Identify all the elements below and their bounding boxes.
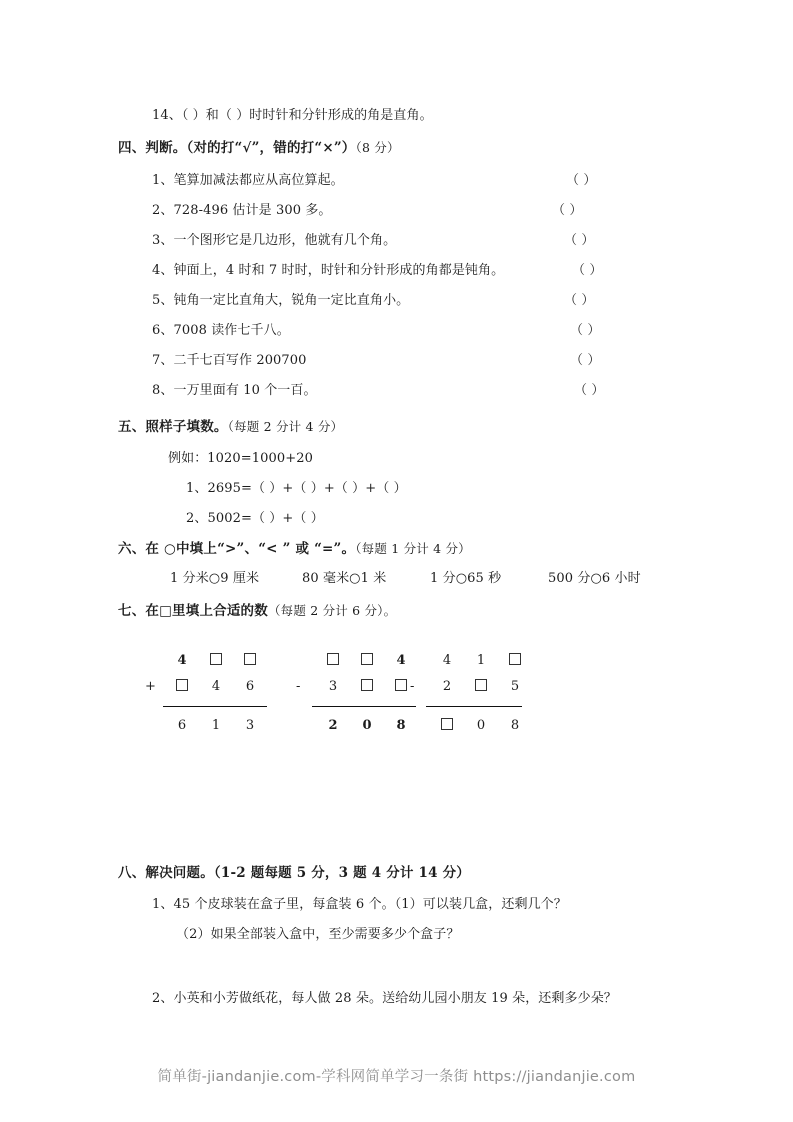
digit-cell[interactable]: 0: [476, 717, 486, 733]
blank-box[interactable]: [244, 653, 256, 665]
item-number: 1、: [152, 897, 174, 912]
judgment-item: [152, 319, 290, 338]
section-seven-title: 七、在□里填上合适的数: [118, 603, 268, 619]
section-five-example: 例如：1020=1000+20: [168, 451, 313, 466]
calculation-bar: [163, 706, 267, 707]
answer-slot[interactable]: （ ）: [564, 233, 595, 248]
item-number: 4、: [152, 263, 174, 278]
subtrahend-row: [296, 673, 418, 699]
blank-box[interactable]: [210, 653, 222, 665]
item-number: 8、: [152, 383, 174, 398]
judgment-item: [152, 169, 344, 188]
minuend-row: [296, 647, 418, 673]
footer-watermark: 简单街-jiandanjie.com-学科网简单学习一条街 https://jiandanjie.com: [157, 1069, 636, 1085]
digit-cell-blank[interactable]: [165, 679, 199, 694]
judgment-item: [152, 229, 396, 248]
item-number: 7、: [152, 353, 174, 368]
item-number: 2、: [186, 511, 208, 526]
section-seven-heading: [118, 599, 396, 619]
minus-operator: -: [410, 678, 415, 694]
comparison-expression-2[interactable]: 80 毫米○1 米: [302, 571, 387, 586]
comparison-expression-1[interactable]: 1 分米○9 厘米: [170, 571, 260, 586]
blank-box[interactable]: [361, 679, 373, 691]
item-text: 二千七百写作 200700: [173, 353, 307, 368]
word-problem-item: [152, 987, 617, 1006]
digit-cell[interactable]: 3: [328, 678, 338, 694]
judgment-item: [152, 289, 409, 308]
section-eight-heading: 八、解决问题。（1-2 题每题 5 分，3 题 4 分计 14 分）: [118, 865, 471, 881]
item-text: 5002=（ ）+（ ）: [207, 511, 324, 526]
section-five-points: （每题 2 分计 4 分）: [227, 419, 344, 434]
section-six-heading: [118, 537, 471, 557]
item-text: 一个图形它是几边形，他就有几个角。: [173, 233, 397, 248]
answer-slot[interactable]: （ ）: [564, 293, 595, 308]
item-number: 2、: [152, 203, 174, 218]
addend-row-bottom: [145, 673, 267, 699]
answer-slot[interactable]: （ ）: [570, 323, 601, 338]
item-text: 7008 读作七千八。: [173, 323, 290, 338]
vertical-calculation-3[interactable]: [410, 647, 532, 738]
word-problem-item: [152, 893, 567, 912]
digit-cell-blank[interactable]: [498, 653, 532, 668]
blank-box[interactable]: [327, 653, 339, 665]
section-five-title: 五、照样子填数。: [118, 419, 228, 435]
blank-box[interactable]: [441, 718, 453, 730]
digit-cell-blank[interactable]: [199, 653, 233, 668]
digit-cell[interactable]: 2: [328, 717, 338, 733]
answer-slot[interactable]: （ ）: [570, 353, 601, 368]
digit-cell[interactable]: 8: [510, 717, 520, 733]
digit-cell-blank[interactable]: [464, 679, 498, 694]
digit-cell-blank[interactable]: [350, 653, 384, 668]
section-four-title: 四、判断。（对的打“√”，错的打“×”）: [118, 140, 356, 156]
digit-cell[interactable]: 6: [177, 717, 187, 733]
digit-cell[interactable]: 4: [442, 652, 452, 668]
digit-cell[interactable]: 0: [362, 717, 372, 733]
answer-slot[interactable]: （ ）: [566, 173, 597, 188]
digit-cell-blank[interactable]: [316, 653, 350, 668]
item-text: 笔算加减法都应从高位算起。: [173, 173, 344, 188]
item-number: 3、: [152, 233, 174, 248]
item-number: 1、: [152, 173, 174, 188]
item-text: 钝角一定比直角大，锐角一定比直角小。: [173, 293, 410, 308]
answer-slot[interactable]: （ ）: [574, 383, 605, 398]
calculation-bar: [312, 706, 416, 707]
digit-cell[interactable]: 5: [510, 678, 520, 694]
carryover-question-14: 14、（ ）和（ ）时时针和分针形成的角是直角。: [152, 108, 433, 123]
digit-cell-blank[interactable]: [233, 653, 267, 668]
judgment-item: [152, 379, 317, 398]
fill-number-item[interactable]: [186, 477, 407, 496]
digit-cell[interactable]: 6: [245, 678, 255, 694]
digit-cell[interactable]: 2: [442, 678, 452, 694]
blank-box[interactable]: [395, 679, 407, 691]
addend-row-top: [145, 647, 267, 673]
judgment-item: [152, 259, 504, 278]
judgment-item: [152, 199, 332, 218]
result-row: [296, 712, 418, 738]
digit-cell-blank[interactable]: [350, 679, 384, 694]
vertical-calculation-1[interactable]: [145, 647, 267, 738]
result-row: [145, 712, 267, 738]
comparison-expression-3[interactable]: 1 分○65 秒: [430, 571, 502, 586]
subtrahend-row: [410, 673, 532, 699]
section-six-points: （每题 1 分计 4 分）: [355, 541, 471, 556]
blank-box[interactable]: [509, 653, 521, 665]
answer-slot[interactable]: （ ）: [572, 263, 603, 278]
blank-box[interactable]: [361, 653, 373, 665]
item-number: 2、: [152, 991, 174, 1006]
vertical-calculation-2[interactable]: [296, 647, 418, 738]
item-text: 小英和小芳做纸花，每人做 28 朵。送给幼儿园小朋友 19 朵，还剩多少朵？: [173, 991, 617, 1006]
section-four-points: （8 分）: [355, 140, 400, 155]
section-six-title: 六、在 ○中填上“>”、“< ” 或 “=”。: [118, 541, 356, 557]
word-problem-subitem: [176, 923, 459, 942]
item-text: 钟面上，4 时和 7 时时，时针和分针形成的角都是钝角。: [173, 263, 505, 278]
item-text: 一万里面有 10 个一百。: [173, 383, 317, 398]
section-four-heading: [118, 136, 400, 156]
digit-cell[interactable]: 8: [396, 717, 406, 733]
digit-cell-blank[interactable]: [430, 718, 464, 733]
item-number: 5、: [152, 293, 174, 308]
digit-cell[interactable]: 4: [177, 652, 187, 668]
digit-cell[interactable]: 4: [396, 652, 406, 668]
item-text: 45 个皮球装在盒子里，每盒装 6 个。（1）可以装几盒，还剩几个？: [173, 897, 567, 912]
item-text: （2）如果全部装入盒中，至少需要多少个盒子？: [176, 927, 460, 942]
section-seven-points: （每题 2 分计 6 分）。: [267, 603, 397, 618]
result-row: [410, 712, 532, 738]
digit-cell[interactable]: 1: [211, 717, 221, 733]
minuend-row: [410, 647, 532, 673]
digit-cell[interactable]: 1: [476, 652, 486, 668]
fill-number-item[interactable]: [186, 507, 324, 526]
item-text: 2695=（ ）+（ ）+（ ）+（ ）: [207, 481, 407, 496]
item-number: 6、: [152, 323, 174, 338]
answer-slot[interactable]: （ ）: [552, 203, 583, 218]
blank-box[interactable]: [475, 679, 487, 691]
minus-operator: -: [296, 678, 301, 694]
comparison-expression-4[interactable]: 500 分○6 小时: [548, 571, 641, 586]
blank-box[interactable]: [176, 679, 188, 691]
digit-cell[interactable]: 4: [211, 678, 221, 694]
digit-cell[interactable]: 3: [245, 717, 255, 733]
judgment-item: [152, 349, 307, 368]
item-number: 1、: [186, 481, 208, 496]
section-five-heading: [118, 415, 343, 435]
item-text: 728-496 估计是 300 多。: [173, 203, 332, 218]
plus-operator: +: [145, 678, 156, 694]
calculation-bar: [426, 706, 522, 707]
